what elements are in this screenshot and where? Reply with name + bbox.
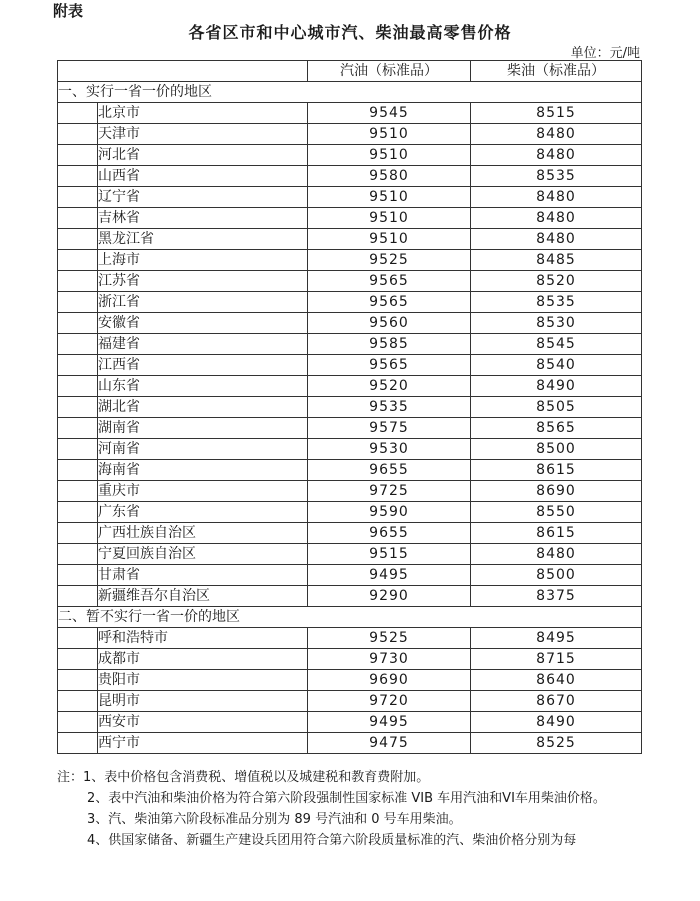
table-row (58, 355, 642, 376)
diesel-price: 8480 (471, 124, 642, 145)
gasoline-price: 9545 (308, 103, 471, 124)
blank-cell (58, 376, 98, 397)
diesel-price: 8670 (471, 691, 642, 712)
table-row (58, 250, 642, 271)
diesel-price: 8715 (471, 649, 642, 670)
region-name: 天津市 (98, 124, 308, 145)
gasoline-price: 9510 (308, 124, 471, 145)
region-name: 山西省 (98, 166, 308, 187)
diesel-price: 8520 (471, 271, 642, 292)
blank-cell (58, 691, 98, 712)
diesel-price: 8535 (471, 292, 642, 313)
table-row (58, 208, 642, 229)
blank-cell (58, 292, 98, 313)
region-name: 辽宁省 (98, 187, 308, 208)
region-name: 西安市 (98, 712, 308, 733)
blank-cell (58, 733, 98, 754)
blank-cell (58, 544, 98, 565)
gasoline-price: 9495 (308, 565, 471, 586)
region-name: 河北省 (98, 145, 308, 166)
appendix-label: 附表 (53, 2, 84, 20)
diesel-price: 8615 (471, 523, 642, 544)
gasoline-price: 9560 (308, 313, 471, 334)
blank-cell (58, 586, 98, 607)
blank-cell (58, 523, 98, 544)
diesel-price: 8640 (471, 670, 642, 691)
gasoline-price: 9535 (308, 397, 471, 418)
blank-cell (58, 502, 98, 523)
gasoline-price: 9525 (308, 628, 471, 649)
diesel-price: 8495 (471, 628, 642, 649)
diesel-price: 8480 (471, 187, 642, 208)
region-name: 贵阳市 (98, 670, 308, 691)
table-body (58, 82, 642, 754)
gasoline-price: 9520 (308, 376, 471, 397)
blank-cell (58, 670, 98, 691)
gasoline-price: 9690 (308, 670, 471, 691)
table-row (58, 670, 642, 691)
table-row (58, 103, 642, 124)
region-name: 海南省 (98, 460, 308, 481)
section-row (58, 607, 642, 628)
table-row (58, 544, 642, 565)
region-name: 新疆维吾尔自治区 (98, 586, 308, 607)
gasoline-price: 9575 (308, 418, 471, 439)
gasoline-price: 9725 (308, 481, 471, 502)
gasoline-price: 9585 (308, 334, 471, 355)
gasoline-price: 9525 (308, 250, 471, 271)
region-name: 西宁市 (98, 733, 308, 754)
region-name: 福建省 (98, 334, 308, 355)
diesel-price: 8505 (471, 397, 642, 418)
region-name: 吉林省 (98, 208, 308, 229)
blank-cell (58, 439, 98, 460)
diesel-price: 8550 (471, 502, 642, 523)
table-header-row (58, 61, 642, 82)
diesel-price: 8565 (471, 418, 642, 439)
table-row (58, 271, 642, 292)
note-4: 4、供国家储备、新疆生产建设兵团用符合第六阶段质量标准的汽、柴油价格分别为每 (87, 833, 577, 848)
note-1: 注：1、表中价格包含消费税、增值税以及城建税和教育费附加。 (57, 770, 430, 785)
blank-cell (58, 628, 98, 649)
header-region-cell (58, 61, 308, 82)
diesel-price: 8530 (471, 313, 642, 334)
gasoline-price: 9495 (308, 712, 471, 733)
gasoline-price: 9655 (308, 460, 471, 481)
blank-cell (58, 145, 98, 166)
diesel-price: 8540 (471, 355, 642, 376)
gasoline-price: 9530 (308, 439, 471, 460)
table-row (58, 334, 642, 355)
blank-cell (58, 229, 98, 250)
blank-cell (58, 418, 98, 439)
section-title: 二、暂不实行一省一价的地区 (58, 607, 642, 628)
region-name: 上海市 (98, 250, 308, 271)
table-row (58, 439, 642, 460)
blank-cell (58, 334, 98, 355)
gasoline-price: 9510 (308, 145, 471, 166)
region-name: 宁夏回族自治区 (98, 544, 308, 565)
table-row (58, 523, 642, 544)
diesel-price: 8545 (471, 334, 642, 355)
region-name: 甘肃省 (98, 565, 308, 586)
gasoline-price: 9565 (308, 271, 471, 292)
region-name: 广西壮族自治区 (98, 523, 308, 544)
unit-label: 单位：元/吨 (570, 46, 640, 61)
diesel-price: 8490 (471, 712, 642, 733)
section-row (58, 82, 642, 103)
gasoline-price: 9475 (308, 733, 471, 754)
gasoline-price: 9720 (308, 691, 471, 712)
diesel-price: 8515 (471, 103, 642, 124)
note-3: 3、汽、柴油第六阶段标准品分别为 89 号汽油和 0 号车用柴油。 (87, 812, 462, 827)
region-name: 湖北省 (98, 397, 308, 418)
diesel-price: 8500 (471, 439, 642, 460)
table-row (58, 166, 642, 187)
gasoline-price: 9290 (308, 586, 471, 607)
diesel-price: 8480 (471, 145, 642, 166)
header-diesel: 柴油（标准品） (471, 61, 642, 82)
blank-cell (58, 481, 98, 502)
blank-cell (58, 208, 98, 229)
blank-cell (58, 397, 98, 418)
section-title: 一、实行一省一价的地区 (58, 82, 642, 103)
diesel-price: 8375 (471, 586, 642, 607)
table-row (58, 691, 642, 712)
table-row (58, 229, 642, 250)
region-name: 昆明市 (98, 691, 308, 712)
blank-cell (58, 103, 98, 124)
page-title: 各省区市和中心城市汽、柴油最高零售价格 (188, 23, 512, 42)
diesel-price: 8490 (471, 376, 642, 397)
table-row (58, 733, 642, 754)
table-row (58, 649, 642, 670)
gasoline-price: 9590 (308, 502, 471, 523)
region-name: 江西省 (98, 355, 308, 376)
gasoline-price: 9580 (308, 166, 471, 187)
blank-cell (58, 187, 98, 208)
blank-cell (58, 250, 98, 271)
table-row (58, 292, 642, 313)
region-name: 浙江省 (98, 292, 308, 313)
region-name: 呼和浩特市 (98, 628, 308, 649)
diesel-price: 8480 (471, 544, 642, 565)
diesel-price: 8690 (471, 481, 642, 502)
gasoline-price: 9510 (308, 187, 471, 208)
blank-cell (58, 649, 98, 670)
blank-cell (58, 355, 98, 376)
blank-cell (58, 271, 98, 292)
region-name: 广东省 (98, 502, 308, 523)
table-row (58, 145, 642, 166)
region-name: 成都市 (98, 649, 308, 670)
blank-cell (58, 124, 98, 145)
gasoline-price: 9565 (308, 355, 471, 376)
blank-cell (58, 313, 98, 334)
diesel-price: 8500 (471, 565, 642, 586)
note-2: 2、表中汽油和柴油价格为符合第六阶段强制性国家标准 VIB 车用汽油和VI车用柴油价格。 (87, 791, 606, 806)
gasoline-price: 9565 (308, 292, 471, 313)
diesel-price: 8480 (471, 229, 642, 250)
diesel-price: 8535 (471, 166, 642, 187)
gasoline-price: 9655 (308, 523, 471, 544)
blank-cell (58, 565, 98, 586)
region-name: 山东省 (98, 376, 308, 397)
region-name: 河南省 (98, 439, 308, 460)
table-row (58, 565, 642, 586)
table-row (58, 313, 642, 334)
diesel-price: 8485 (471, 250, 642, 271)
table-row (58, 124, 642, 145)
region-name: 黑龙江省 (98, 229, 308, 250)
region-name: 重庆市 (98, 481, 308, 502)
table-row (58, 397, 642, 418)
region-name: 江苏省 (98, 271, 308, 292)
gasoline-price: 9730 (308, 649, 471, 670)
table-row (58, 481, 642, 502)
blank-cell (58, 166, 98, 187)
gasoline-price: 9510 (308, 208, 471, 229)
region-name: 湖南省 (98, 418, 308, 439)
table-row (58, 376, 642, 397)
table-row (58, 418, 642, 439)
table-row (58, 586, 642, 607)
header-gasoline: 汽油（标准品） (308, 61, 471, 82)
region-name: 北京市 (98, 103, 308, 124)
diesel-price: 8615 (471, 460, 642, 481)
diesel-price: 8525 (471, 733, 642, 754)
price-table (57, 60, 642, 754)
diesel-price: 8480 (471, 208, 642, 229)
table-row (58, 187, 642, 208)
gasoline-price: 9510 (308, 229, 471, 250)
table-row (58, 628, 642, 649)
table-row (58, 460, 642, 481)
blank-cell (58, 460, 98, 481)
table-row (58, 502, 642, 523)
table-row (58, 712, 642, 733)
notes (57, 767, 647, 851)
blank-cell (58, 712, 98, 733)
gasoline-price: 9515 (308, 544, 471, 565)
region-name: 安徽省 (98, 313, 308, 334)
